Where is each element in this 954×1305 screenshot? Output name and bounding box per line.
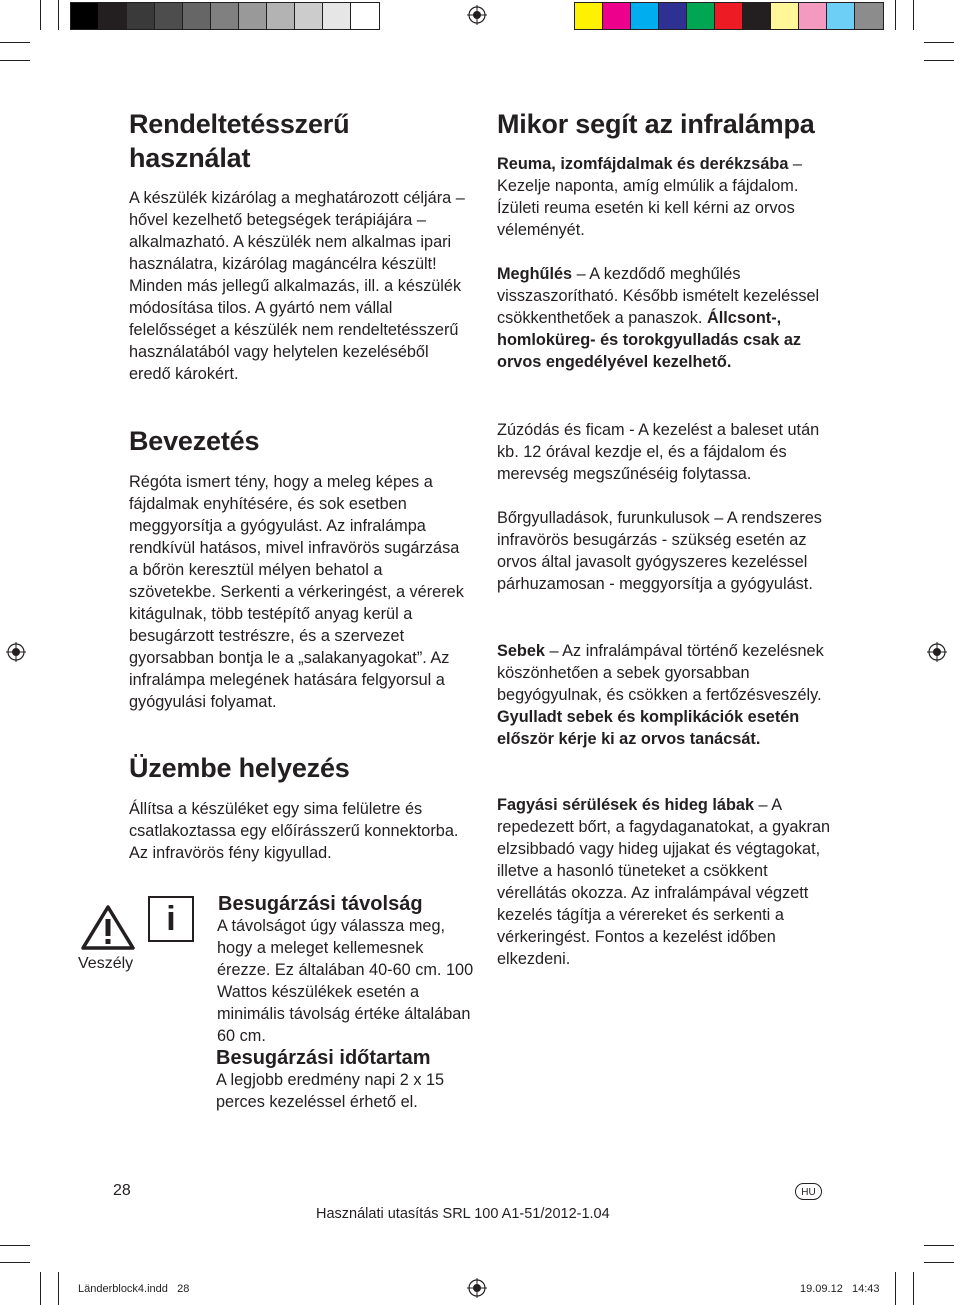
registration-mark-icon — [927, 642, 947, 662]
bruise-paragraph: Zúzódás és ficam - A kezelést a baleset után kb. 12 órával kezdje el, és a fájdalom és merevség megszűnéséig folytassa. — [497, 421, 820, 483]
calibration-swatch — [827, 3, 855, 29]
calibration-swatch — [855, 3, 883, 29]
irradiation-duration-text: A legjobb eredmény napi 2 x 15 perces kezeléssel érhető el. — [216, 1071, 445, 1111]
crop-mark — [58, 1272, 59, 1305]
calibration-swatch — [183, 3, 211, 29]
cold-heading: Meghűlés — [497, 265, 573, 283]
calibration-swatch — [71, 3, 99, 29]
grayscale-calibration-bar — [70, 2, 380, 30]
frostbite-paragraph — [497, 794, 837, 970]
introduction-text: Régóta ismert tény, hogy a meleg képes a fájdalmak enyhítésére, és sok esetben meggyorsítja a gyógyulást. Az infralámpa rendkívül hatásos, mivel infravörös sugárzása a bőrön keresztül mélyen behatol a szövetekbe. Serkenti a vérkeringést, a vérerek kitágulnak, több testépítő anyag kerül a besugárzott testrészre, és a szervezet gyorsabban bontja le a „salakanyagokat”. Az infralámpa melegének hatására felgyorsul a gyógyulási folyamat. — [129, 473, 464, 711]
calibration-swatch — [715, 3, 743, 29]
calibration-swatch — [99, 3, 127, 29]
calibration-swatch — [323, 3, 351, 29]
crop-mark — [58, 0, 59, 30]
info-icon: i — [148, 896, 194, 942]
calibration-swatch — [127, 3, 155, 29]
cold-text: – A kezdődő meghűlés visszaszorítható. Később ismételt kezeléssel csökkenthetőek a panaszok. — [497, 265, 820, 327]
registration-mark-icon — [467, 5, 487, 25]
setup-text: Állítsa a készüléket egy sima felületre és csatlakoztassa egy előírásszerű konnektorba. Az infravörös fény kigyullad. — [129, 800, 459, 862]
calibration-swatch — [603, 3, 631, 29]
section-title-setup: Üzembe helyezés — [129, 753, 350, 783]
calibration-swatch — [575, 3, 603, 29]
crop-mark — [924, 1262, 954, 1263]
crop-mark — [0, 1262, 30, 1263]
calibration-swatch — [211, 3, 239, 29]
cold-paragraph — [497, 263, 837, 373]
crop-mark — [913, 1272, 914, 1305]
crop-mark — [40, 0, 41, 30]
crop-mark — [924, 60, 954, 61]
calibration-swatch — [631, 3, 659, 29]
color-calibration-bar — [574, 2, 884, 30]
calibration-swatch — [659, 3, 687, 29]
cold-warning: Állcsont-, homloküreg- és torokgyulladás csak az orvos engedélyével kezelhető. — [497, 309, 802, 371]
calibration-swatch — [155, 3, 183, 29]
calibration-swatch — [267, 3, 295, 29]
calibration-swatch — [351, 3, 379, 29]
language-badge: HU — [795, 1183, 822, 1200]
wounds-warning: Gyulladt sebek és komplikációk esetén először kérje ki az orvos tanácsát. — [497, 708, 800, 748]
calibration-swatch — [771, 3, 799, 29]
section-title-when-helps: Mikor segít az infralámpa — [497, 109, 815, 139]
registration-mark-icon — [6, 642, 26, 662]
irradiation-duration-title: Besugárzási időtartam — [216, 1047, 431, 1069]
registration-mark-icon — [467, 1278, 487, 1298]
file-slug: Länderblock4.indd 28 — [78, 1283, 190, 1295]
crop-mark — [40, 1272, 41, 1305]
crop-mark — [913, 0, 914, 30]
irradiation-distance-title: Besugárzási távolság — [218, 893, 423, 915]
crop-mark — [0, 1245, 30, 1246]
rheumatism-text: – Kezelje naponta, amíg elmúlik a fájdalom. Ízületi reuma esetén ki kell kérni az orvos véleményét. — [497, 155, 802, 239]
intended-use-text: A készülék kizárólag a meghatározott céljára – hővel kezelhető betegségek terápiájára – alkalmazható. A készülék nem alkalmas ipari használatra, kizárólag magáncélra készült! Minden más jellegű alkalmazás, ill. a készülék módosítása tilos. A gyártó nem vállal felelősséget a készülék nem rendeltetésszerű használatából vagy helytelen kezeléséből eredő károkért. — [129, 189, 465, 383]
crop-mark — [895, 0, 896, 30]
manual-reference: Használati utasítás SRL 100 A1-51/2012-1.04 — [316, 1206, 610, 1222]
frostbite-heading: Fagyási sérülések és hideg lábak — [497, 796, 755, 814]
calibration-swatch — [687, 3, 715, 29]
print-date: 19.09.12 14:43 — [800, 1283, 880, 1295]
calibration-swatch — [799, 3, 827, 29]
wounds-heading: Sebek — [497, 642, 545, 660]
wounds-paragraph — [497, 640, 837, 750]
rheumatism-paragraph — [497, 153, 837, 241]
crop-mark — [924, 1245, 954, 1246]
crop-mark — [895, 1272, 896, 1305]
frostbite-text: – A repedezett bőrt, a fagydaganatokat, a gyakran elzsibbadó vagy hideg ujjakat és végtagokat, illetve a hasonló tüneteket a csökkent vérellátás okozza. Az infralámpával végzett kezelés tágítja a vérereket és serkenti a vérkeringést. Fontos a kezelést időben elkezdeni. — [497, 796, 831, 968]
crop-mark — [0, 60, 30, 61]
wounds-text: – Az infralámpával történő kezelésnek köszönhetően a sebek gyorsabban begyógyulnak, és csökken a fertőzésveszély. — [497, 642, 824, 704]
calibration-swatch — [295, 3, 323, 29]
warning-triangle-icon — [80, 904, 136, 950]
page-number: 28 — [113, 1182, 131, 1199]
section-title-introduction: Bevezetés — [129, 426, 260, 456]
calibration-swatch — [743, 3, 771, 29]
irradiation-distance-text: A távolságot úgy válassza meg, hogy a meleget kellemesnek érezze. Ez általában 40-60 cm. 100 Wattos készülékek esetén a minimális távolság értéke általában 60 cm. — [217, 917, 474, 1045]
rheumatism-heading: Reuma, izomfájdalmak és derékzsába — [497, 155, 789, 173]
crop-mark — [924, 42, 954, 43]
skin-inflammation-paragraph: Bőrgyulladások, furunkulusok – A rendszeres infravörös besugárzás - szükség esetén az orvos által javasolt gyógyszeres kezeléssel párhuzamosan - meggyorsítja a gyógyulást. — [497, 509, 822, 593]
section-title-intended-use: Rendeltetésszerű használat — [129, 109, 350, 173]
danger-label: Veszély — [78, 955, 134, 972]
calibration-swatch — [239, 3, 267, 29]
crop-mark — [0, 42, 30, 43]
